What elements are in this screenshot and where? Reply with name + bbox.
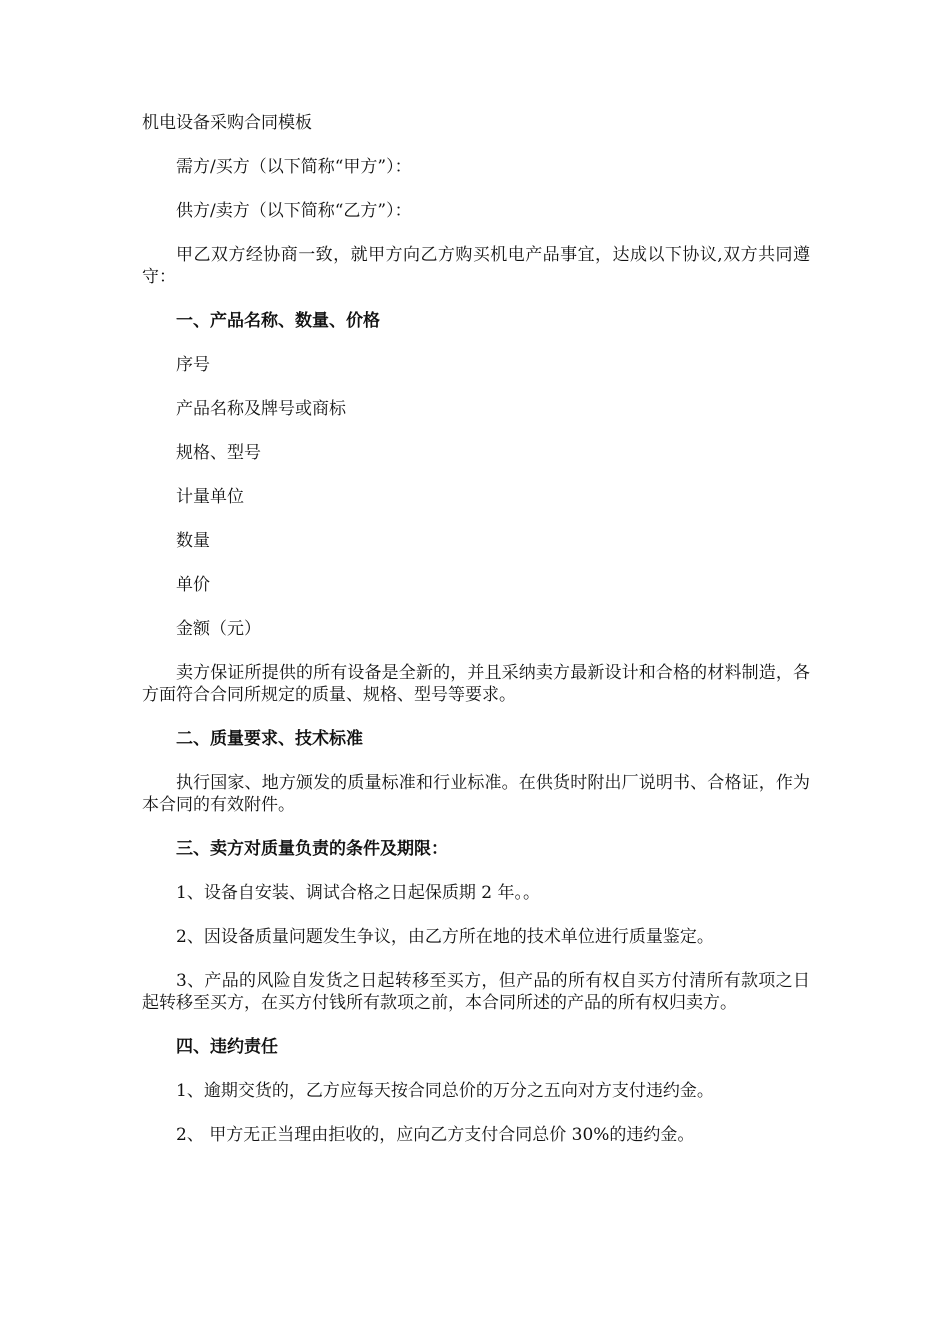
column-spec-model: 规格、型号	[176, 443, 261, 463]
responsibility-item-2: 2、因设备质量问题发生争议，由乙方所在地的技术单位进行质量鉴定。	[176, 927, 714, 947]
warranty-paragraph: 卖方保证所提供的所有设备是全新的，并且采纳卖方最新设计和合格的材料制造，各方面符合合同所规定的质量、规格、型号等要求。	[142, 663, 810, 705]
section-heading-quality: 二、质量要求、技术标准	[176, 729, 363, 749]
buyer-line: 需方/买方（以下简称“甲方”）：	[176, 157, 412, 177]
column-serial: 序号	[176, 355, 210, 375]
section-heading-responsibility: 三、卖方对质量负责的条件及期限：	[176, 839, 448, 859]
intro-paragraph: 甲乙双方经协商一致，就甲方向乙方购买机电产品事宜，达成以下协议,双方共同遵守：	[142, 245, 810, 287]
responsibility-item-1: 1、设备自安装、调试合格之日起保质期 2 年。。	[176, 883, 540, 903]
liability-item-2: 2、 甲方无正当理由拒收的，应向乙方支付合同总价 30%的违约金。	[176, 1125, 695, 1145]
seller-line: 供方/卖方（以下简称“乙方”）：	[176, 201, 412, 221]
column-unit-price: 单价	[176, 575, 210, 595]
section-heading-liability: 四、违约责任	[176, 1037, 278, 1057]
quality-paragraph: 执行国家、地方颁发的质量标准和行业标准。在供货时附出厂说明书、合格证，作为本合同的有效附件。	[142, 773, 810, 815]
liability-item-1: 1、逾期交货的，乙方应每天按合同总价的万分之五向对方支付违约金。	[176, 1081, 714, 1101]
responsibility-item-3: 3、产品的风险自发货之日起转移至买方，但产品的所有权自买方付清所有款项之日起转移至买方，在买方付钱所有款项之前，本合同所述的产品的所有权归卖方。	[142, 971, 810, 1013]
column-product-name: 产品名称及牌号或商标	[176, 399, 346, 419]
document-title: 机电设备采购合同模板	[142, 113, 312, 133]
column-unit: 计量单位	[176, 487, 244, 507]
column-quantity: 数量	[176, 531, 210, 551]
column-amount: 金额（元）	[176, 619, 261, 639]
document-page	[142, 112, 810, 1168]
section-heading-product: 一、产品名称、数量、价格	[176, 311, 380, 331]
